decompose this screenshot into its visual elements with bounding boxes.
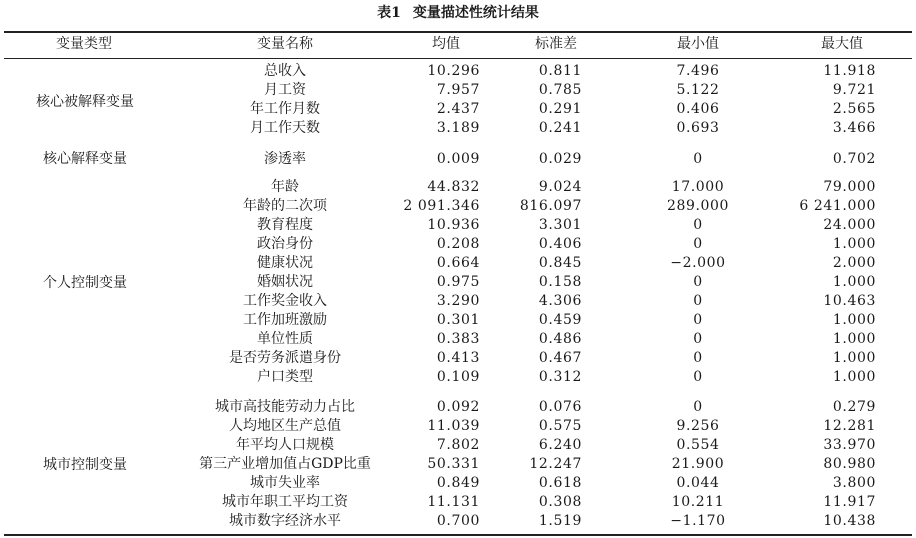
table-row [0,81,916,100]
sd-value: 0.312 [538,369,582,385]
sd-value: 12.247 [529,456,582,472]
min-value: 0 [693,369,703,385]
sd-value: 0.618 [538,475,582,491]
min-value: 5.122 [676,82,720,98]
mean-value: 0.413 [436,350,480,366]
variable-name: 城市失业率 [250,475,320,491]
variable-name: 月工资 [264,82,306,98]
variable-name: 婚姻状况 [257,274,313,290]
sd-value: 9.024 [538,179,582,195]
min-value: 21.900 [671,456,725,472]
max-value: 1.000 [832,312,876,328]
sd-value: 6.240 [538,437,582,453]
max-value: 12.281 [823,418,876,434]
max-value: 79.000 [823,179,876,195]
mean-value: 0.383 [436,331,480,347]
table-caption [0,4,916,22]
table-row [0,216,916,235]
mean-value: 7.957 [436,82,480,98]
table-row [0,455,916,474]
variable-name: 教育程度 [257,217,313,233]
mean-value: 0.849 [436,475,480,491]
variable-name: 城市年职工平均工资 [222,494,348,510]
table-row [0,178,916,197]
mean-value: 0.700 [436,513,480,529]
mean-value: 0.664 [436,255,480,271]
mean-value: 0.301 [436,312,480,328]
max-value: 6 241.000 [799,198,876,214]
min-value: 289.000 [666,198,730,214]
header-type: 变量类型 [56,36,112,52]
max-value: 1.000 [832,236,876,252]
table-row [0,62,916,81]
header-mean: 均值 [432,36,460,52]
mean-value: 11.131 [427,494,480,510]
sd-value: 0.029 [538,151,582,167]
sd-value: 0.785 [538,82,582,98]
variable-name: 城市数字经济水平 [229,513,341,529]
bottom-rule [4,534,912,536]
min-value: 9.256 [676,418,720,434]
table-row [0,150,916,169]
sd-value: 0.308 [538,494,582,510]
min-value: 7.496 [676,63,720,79]
variable-name: 户口类型 [257,369,313,385]
table-row [0,398,916,417]
table-title: 变量描述性统计结果 [412,5,539,21]
max-value: 0.279 [832,399,876,415]
table-row [0,417,916,436]
sd-value: 0.811 [538,63,582,79]
header-max: 最大值 [821,36,863,52]
min-value: −1.170 [670,513,726,529]
min-value: 0.693 [676,120,720,136]
sd-value: 3.301 [538,217,582,233]
min-value: 10.211 [671,494,725,510]
variable-name: 工作加班激励 [243,312,327,328]
min-value: 0 [693,274,703,290]
table-row [0,292,916,311]
table-number: 表1 [377,5,401,21]
sd-value: 0.845 [538,255,582,271]
table-row [0,197,916,216]
max-value: 3.800 [832,475,876,491]
table-row [0,100,916,119]
mean-value: 0.208 [436,236,480,252]
min-value: 0.044 [676,475,720,491]
variable-name: 总收入 [264,63,306,79]
table-row [0,330,916,349]
sd-value: 0.076 [538,399,582,415]
max-value: 3.466 [832,120,876,136]
table-row [0,493,916,512]
mean-value: 10.296 [427,63,480,79]
top-rule [4,31,912,33]
sd-value: 0.291 [538,101,582,117]
mean-value: 0.975 [436,274,480,290]
max-value: 11.918 [823,63,876,79]
group-label: 城市控制变量 [43,457,127,473]
header-name: 变量名称 [257,36,313,52]
min-value: 0 [693,399,703,415]
variable-name: 单位性质 [257,331,313,347]
max-value: 1.000 [832,331,876,347]
min-value: 0 [693,331,703,347]
variable-name: 工作奖金收入 [243,293,327,309]
min-value: 0 [693,236,703,252]
max-value: 11.917 [823,494,876,510]
sd-value: 0.486 [538,331,582,347]
table-row [0,235,916,254]
mean-value: 7.802 [436,437,480,453]
variable-name: 城市高技能劳动力占比 [215,399,355,415]
max-value: 2.000 [832,255,876,271]
variable-name: 健康状况 [257,255,313,271]
variable-name: 渗透率 [264,151,306,167]
max-value: 0.702 [832,151,876,167]
max-value: 80.980 [823,456,876,472]
table-row [0,273,916,292]
table-row [0,368,916,387]
max-value: 33.970 [823,437,876,453]
min-value: 0 [693,293,703,309]
mean-value: 0.009 [436,151,480,167]
min-value: −2.000 [670,255,726,271]
sd-value: 0.158 [538,274,582,290]
sd-value: 4.306 [538,293,582,309]
group-label: 核心被解释变量 [36,94,134,110]
variable-name: 年龄 [271,179,299,195]
table-row [0,436,916,455]
group-label: 核心解释变量 [43,151,127,167]
sd-value: 0.467 [538,350,582,366]
max-value: 1.000 [832,350,876,366]
header-rule [4,58,912,59]
mean-value: 50.331 [427,456,480,472]
min-value: 17.000 [671,179,725,195]
mean-value: 44.832 [427,179,480,195]
min-value: 0 [693,151,703,167]
table-row [0,119,916,138]
max-value: 10.463 [823,293,876,309]
min-value: 0.406 [676,101,720,117]
min-value: 0.554 [676,437,720,453]
variable-name: 年龄的二次项 [243,198,327,214]
variable-name: 年平均人口规模 [236,437,334,453]
variable-name: 是否劳务派遣身份 [229,350,341,366]
sd-value: 0.241 [538,120,582,136]
min-value: 0 [693,312,703,328]
max-value: 24.000 [823,217,876,233]
table-row [0,474,916,493]
sd-value: 1.519 [538,513,582,529]
table-row [0,512,916,531]
variable-name: 月工作天数 [250,120,320,136]
max-value: 2.565 [832,101,876,117]
mean-value: 2 091.346 [403,198,480,214]
header-sd: 标准差 [535,36,577,52]
max-value: 10.438 [823,513,876,529]
variable-name: 第三产业增加值占GDP比重 [199,456,371,472]
variable-name: 政治身份 [257,236,313,252]
mean-value: 0.109 [436,369,480,385]
mean-value: 3.290 [436,293,480,309]
sd-value: 816.097 [519,198,582,214]
min-value: 0 [693,217,703,233]
mean-value: 2.437 [436,101,480,117]
max-value: 9.721 [832,82,876,98]
max-value: 1.000 [832,274,876,290]
variable-name: 年工作月数 [250,101,320,117]
max-value: 1.000 [832,369,876,385]
mean-value: 10.936 [427,217,480,233]
min-value: 0 [693,350,703,366]
mean-value: 11.039 [427,418,480,434]
table-row [0,254,916,273]
header-min: 最小值 [677,36,719,52]
sd-value: 0.575 [538,418,582,434]
group-label: 个人控制变量 [43,275,127,291]
table-row [0,349,916,368]
mean-value: 0.092 [436,399,480,415]
variable-name: 人均地区生产总值 [229,418,341,434]
table-row [0,311,916,330]
mean-value: 3.189 [436,120,480,136]
sd-value: 0.459 [538,312,582,328]
sd-value: 0.406 [538,236,582,252]
